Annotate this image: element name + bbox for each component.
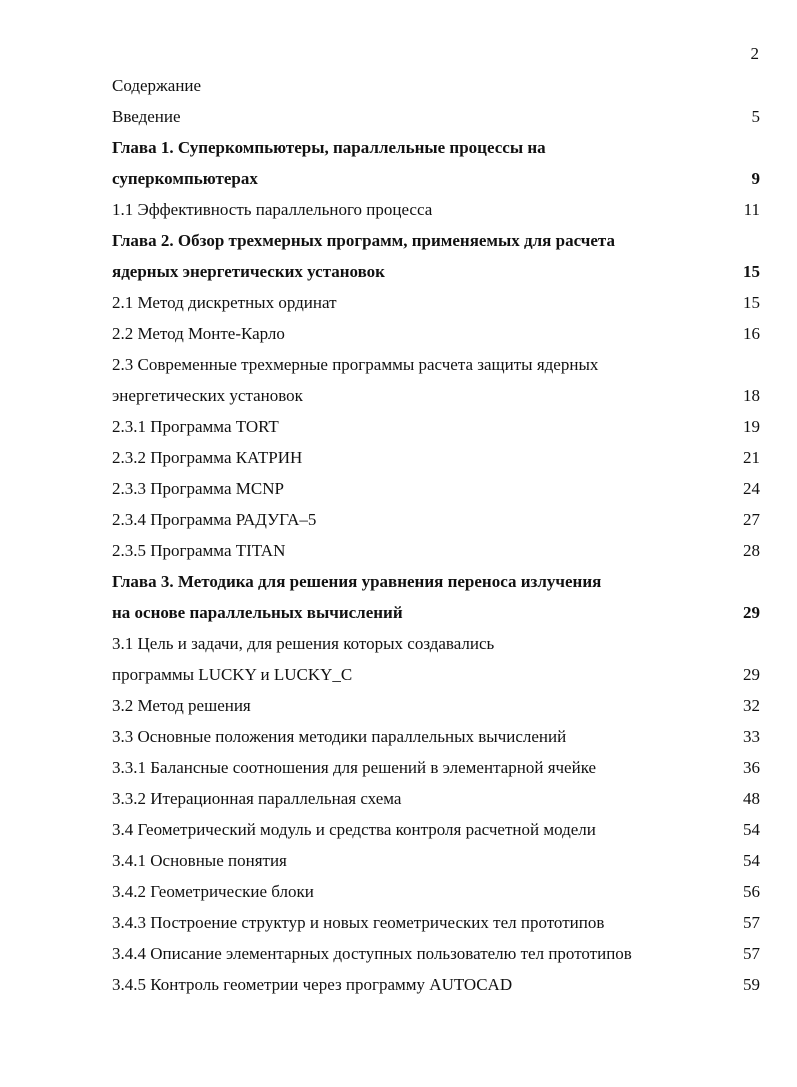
toc-entry-line xyxy=(112,969,760,1000)
toc-entry xyxy=(112,876,760,907)
toc-entry-page: 28 xyxy=(743,541,760,560)
toc-entry-page: 33 xyxy=(743,727,760,746)
toc-entry-page: 57 xyxy=(743,913,760,932)
toc-entry-line xyxy=(112,721,760,752)
toc-entry-page: 54 xyxy=(743,851,760,870)
toc-entry-line xyxy=(112,566,760,597)
toc-entry-page: 16 xyxy=(743,324,760,343)
toc-entry-page: 21 xyxy=(743,448,760,467)
toc-entry-line xyxy=(112,752,760,783)
toc-entry-page: 59 xyxy=(743,975,760,994)
toc-entry-title: 2.1 Метод дискретных ординат xyxy=(112,293,337,312)
page-number: 2 xyxy=(750,44,759,63)
toc-entry-line xyxy=(112,318,760,349)
toc-entry-page: 56 xyxy=(743,882,760,901)
toc-entry-title: 3.4.4 Описание элементарных доступных пользователю тел прототипов xyxy=(112,944,632,963)
toc-entry-title: 3.4.5 Контроль геометрии через программу AUTOCAD xyxy=(112,975,513,994)
toc-entry-title: 3.4 Геометрический модуль и средства контроля расчетной модели xyxy=(112,820,596,839)
toc-entry-title: 3.2 Метод решения xyxy=(112,696,251,715)
toc-entry-title: суперкомпьютерах xyxy=(112,169,258,188)
toc-entry-page: 32 xyxy=(743,696,760,715)
toc-entry-title: 2.3.5 Программа TITAN xyxy=(112,541,286,560)
toc-entry xyxy=(112,752,760,783)
toc-entry-title: Глава 3. Методика для решения уравнения переноса излучения xyxy=(112,572,602,591)
toc-entry-page: 9 xyxy=(751,169,760,188)
toc-entry xyxy=(112,690,760,721)
toc-entry-line xyxy=(112,535,760,566)
toc-entry-page: 15 xyxy=(743,262,760,281)
toc-entry-title: 2.3.4 Программа РАДУГА–5 xyxy=(112,510,317,529)
toc-entry-page: 48 xyxy=(743,789,760,808)
toc-entry-title: 2.3.1 Программа TORT xyxy=(112,417,279,436)
toc-entry-page: 15 xyxy=(743,293,760,312)
toc-entry-page: 11 xyxy=(743,200,760,219)
toc-entry-title: 2.3 Современные трехмерные программы расчета защиты ядерных xyxy=(112,355,599,374)
toc-entry xyxy=(112,318,760,349)
toc-entry-line xyxy=(112,876,760,907)
toc-entry-page: 54 xyxy=(743,820,760,839)
toc-entry-page: 19 xyxy=(743,417,760,436)
toc-entry xyxy=(112,473,760,504)
toc-entry xyxy=(112,907,760,938)
toc-entry-line xyxy=(112,163,760,194)
toc-entry-title: ядерных энергетических установок xyxy=(112,262,385,281)
toc-entry-line xyxy=(112,659,760,690)
toc-entry xyxy=(112,225,760,287)
toc-entry-page: 18 xyxy=(743,386,760,405)
toc-entry-line xyxy=(112,101,760,132)
toc-entry-title: Глава 1. Суперкомпьютеры, параллельные процессы на xyxy=(112,138,546,157)
toc-entry-page: 24 xyxy=(743,479,760,498)
toc-entry xyxy=(112,969,760,1000)
toc-entry-line xyxy=(112,411,760,442)
toc-entry-title: 3.1 Цель и задачи, для решения которых создавались xyxy=(112,634,495,653)
toc-entry-page: 57 xyxy=(743,944,760,963)
toc-entry-title: 2.3.2 Программа КАТРИН xyxy=(112,448,303,467)
toc-entry-title: 3.3.2 Итерационная параллельная схема xyxy=(112,789,402,808)
toc-entry-line xyxy=(112,225,760,256)
toc-entry-page: 29 xyxy=(743,603,760,622)
toc-entry-line xyxy=(112,349,760,380)
toc-entry-line xyxy=(112,194,760,225)
toc-entry-line xyxy=(112,287,760,318)
toc-entry-line xyxy=(112,628,760,659)
toc-entry-title: Введение xyxy=(112,107,181,126)
toc-entry-line xyxy=(112,442,760,473)
toc-entry-line xyxy=(112,690,760,721)
toc-entry xyxy=(112,628,760,690)
toc-entry-line xyxy=(112,783,760,814)
toc-entry-line xyxy=(112,256,760,287)
toc-entry-page: 36 xyxy=(743,758,760,777)
toc-entry-title: энергетических установок xyxy=(112,386,303,405)
toc-entry-title: программы LUCKY и LUCKY_C xyxy=(112,665,353,684)
toc-entry xyxy=(112,814,760,845)
toc-entry-title: Глава 2. Обзор трехмерных программ, применяемых для расчета xyxy=(112,231,615,250)
toc-entry-page: 5 xyxy=(751,107,760,126)
toc-entry-title: на основе параллельных вычислений xyxy=(112,603,403,622)
toc-entry xyxy=(112,535,760,566)
toc-entry xyxy=(112,287,760,318)
toc-entry-title: 3.3.1 Балансные соотношения для решений в элементарной ячейке xyxy=(112,758,597,777)
toc-entry-title: 2.3.3 Программа MCNP xyxy=(112,479,284,498)
toc-entries xyxy=(112,101,760,1000)
toc-entry-title: 3.4.2 Геометрические блоки xyxy=(112,882,314,901)
toc-entry-line xyxy=(112,814,760,845)
toc-entry-line xyxy=(112,907,760,938)
toc-entry-line xyxy=(112,504,760,535)
toc-entry-line xyxy=(112,473,760,504)
toc-title: Содержание xyxy=(112,76,202,95)
toc-entry-line xyxy=(112,132,760,163)
toc-entry-title: 3.4.1 Основные понятия xyxy=(112,851,287,870)
toc-entry-page: 27 xyxy=(743,510,760,529)
toc-entry-line xyxy=(112,938,760,969)
toc-entry xyxy=(112,101,760,132)
toc-entry xyxy=(112,411,760,442)
toc-entry-title: 1.1 Эффективность параллельного процесса xyxy=(112,200,433,219)
table-of-contents xyxy=(112,70,760,1000)
toc-entry-line xyxy=(112,845,760,876)
toc-entry xyxy=(112,349,760,411)
toc-entry xyxy=(112,938,760,969)
toc-entry xyxy=(112,442,760,473)
toc-entry-line xyxy=(112,597,760,628)
toc-entry xyxy=(112,566,760,628)
toc-entry xyxy=(112,194,760,225)
toc-entry-page: 29 xyxy=(743,665,760,684)
toc-entry xyxy=(112,504,760,535)
toc-entry xyxy=(112,845,760,876)
toc-entry xyxy=(112,783,760,814)
toc-entry xyxy=(112,721,760,752)
toc-entry-title: 3.3 Основные положения методики параллельных вычислений xyxy=(112,727,567,746)
toc-entry-title: 2.2 Метод Монте-Карло xyxy=(112,324,285,343)
toc-entry xyxy=(112,132,760,194)
toc-entry-title: 3.4.3 Построение структур и новых геометрических тел прототипов xyxy=(112,913,605,932)
toc-entry-line xyxy=(112,380,760,411)
